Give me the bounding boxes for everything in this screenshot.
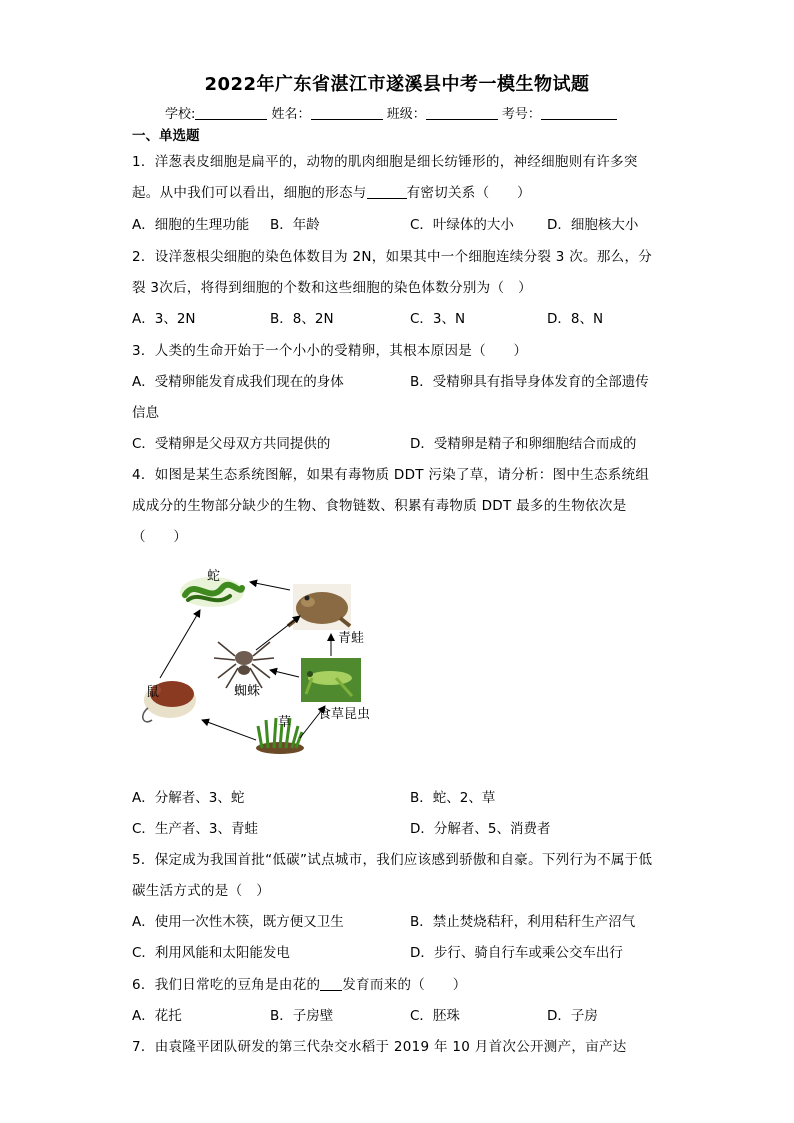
section-heading: 一、单选题 [132,128,200,144]
q4-option-b[interactable]: B．蛇、2、草 [410,790,496,806]
q1-line-2b: 有密切关系（ ） [406,185,531,201]
q3-option-b[interactable]: B．受精卵具有指导身体发育的全部遗传 [410,374,649,390]
q5-option-a[interactable]: A．使用一次性木筷，既方便又卫生 [132,914,344,930]
name-label: 姓名： [271,107,311,122]
q1-blank [367,186,407,199]
grass-label: 草 [278,715,292,730]
q6-option-b[interactable]: B．子房壁 [270,1008,334,1024]
q1-line-2 [132,181,531,201]
q4-line-2: 成成分的生物部分缺少的生物、食物链数、积累有毒物质 DDT 最多的生物依次是 [132,498,627,514]
class-blank[interactable] [426,107,498,120]
snake-label: 蛇 [207,569,221,584]
q3-option-b-cont: 信息 [132,405,159,421]
page-title: 2022年广东省湛江市遂溪县中考一模生物试题 [204,74,590,95]
student-info-row [165,103,617,122]
arrow-frog-to-snake [250,582,290,590]
q1-option-a[interactable]: A．细胞的生理功能 [132,217,250,233]
arrow-mouse-to-snake [160,610,200,678]
name-blank[interactable] [311,107,383,120]
school-blank[interactable] [195,107,267,120]
q3-option-d[interactable]: D．受精卵是精子和卵细胞结合而成的 [410,436,637,452]
q1-line-2a: 起。从中我们可以看出，细胞的形态与 [132,185,367,201]
q2-option-b[interactable]: B．8、2N [270,311,334,327]
class-label: 班级： [386,107,426,122]
number-blank[interactable] [541,107,617,120]
q2-line-1: 2．设洋葱根尖细胞的染色体数目为 2N，如果其中一个细胞连续分裂 3 次。那么，分 [132,249,653,265]
q3-line-1: 3．人类的生命开始于一个小小的受精卵，其根本原因是（ ） [132,343,528,359]
q4-line-1: 4．如图是某生态系统图解，如果有毒物质 DDT 污染了草，请分析：图中生态系统组 [132,467,650,483]
q2-line-2: 裂 3次后，将得到细胞的个数和这些细胞的染色体数分别为（ ） [132,280,532,296]
q6-option-c[interactable]: C．胚珠 [410,1008,460,1024]
spider-icon [214,642,274,688]
q5-option-c[interactable]: C．利用风能和太阳能发电 [132,945,290,961]
arrow-grass-to-mouse [202,720,256,740]
frog-label: 青蛙 [338,631,365,646]
grasshopper-icon [301,658,361,702]
arrow-grass-to-insect [300,706,325,738]
q1-option-d[interactable]: D．细胞核大小 [547,217,639,233]
q5-option-d[interactable]: D．步行、骑自行车或乘公交车出行 [410,945,623,961]
q4-option-c[interactable]: C．生产者、3、青蛙 [132,821,259,837]
q6-blank [320,978,342,991]
q6-option-a[interactable]: A．花托 [132,1008,182,1024]
q6-line-1b: 发育而来的（ ） [342,977,467,993]
q5-option-b[interactable]: B．禁止焚烧秸秆，利用秸秆生产沼气 [410,914,636,930]
q3-option-a[interactable]: A．受精卵能发育成我们现在的身体 [132,374,344,390]
q1-option-b[interactable]: B．年龄 [270,217,320,233]
arrow-spider-to-frog [256,616,300,650]
school-label: 学校: [165,107,196,122]
insect-label: 食草昆虫 [318,707,371,722]
q4-option-a[interactable]: A．分解者、3、蛇 [132,790,245,806]
frog-icon [288,584,351,630]
ecosystem-diagram [130,560,390,760]
q6-line-1 [132,973,467,993]
q3-option-c[interactable]: C．受精卵是父母双方共同提供的 [132,436,331,452]
q5-line-2: 碳生活方式的是（ ） [132,883,270,899]
q4-line-3: （ ） [132,529,188,545]
number-label: 考号： [501,107,541,122]
q1-line-1: 1．洋葱表皮细胞是扁平的，动物的肌肉细胞是细长纺锤形的，神经细胞则有许多突 [132,154,638,170]
q4-option-d[interactable]: D．分解者、5、消费者 [410,821,551,837]
q7-line-1: 7．由袁隆平团队研发的第三代杂交水稻于 2019 年 10 月首次公开测产，亩产达 [132,1039,627,1055]
q2-option-d[interactable]: D．8、N [547,311,604,327]
q6-line-1a: 6．我们日常吃的豆角是由花的 [132,977,321,993]
q1-option-c[interactable]: C．叶绿体的大小 [410,217,514,233]
q6-option-d[interactable]: D．子房 [547,1008,598,1024]
q2-option-a[interactable]: A．3、2N [132,311,196,327]
spider-label: 蜘蛛 [234,684,261,699]
mouse-label: 鼠 [146,685,160,700]
q5-line-1: 5．保定成为我国首批“低碳”试点城市，我们应该感到骄傲和自豪。下列行为不属于低 [132,852,653,868]
q2-option-c[interactable]: C．3、N [410,311,466,327]
arrow-insect-to-spider [270,670,299,677]
